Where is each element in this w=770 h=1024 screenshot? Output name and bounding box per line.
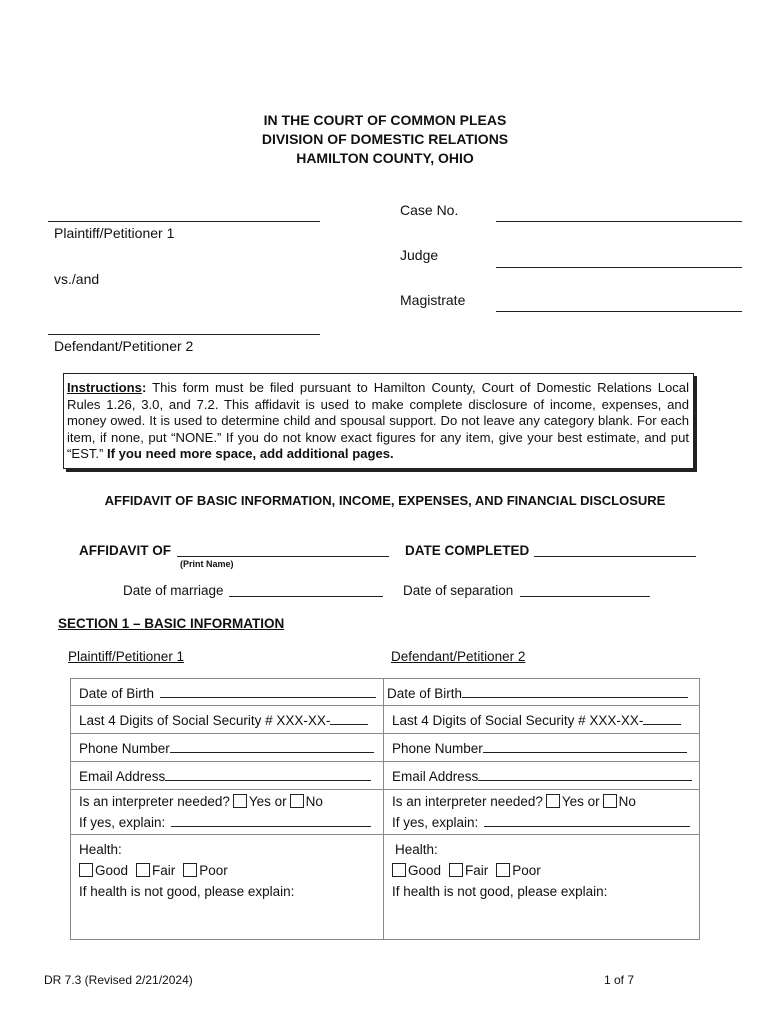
p2-health-label: Health: [395, 842, 438, 857]
p1-dob-cell [71, 679, 384, 706]
p2-phone-cell [384, 734, 700, 762]
plaintiff-label: Plaintiff/Petitioner 1 [54, 225, 175, 241]
p1-health-label: Health: [79, 842, 122, 857]
p1-no-label: No [305, 794, 323, 809]
p1-health-explain-label: If health is not good, please explain: [79, 884, 295, 899]
table-row [71, 679, 700, 706]
p2-health-poor-checkbox[interactable] [496, 863, 510, 877]
p1-ssn-cell [71, 706, 384, 734]
p2-dob-label: Date of Birth [387, 685, 463, 701]
col2-heading: Defendant/Petitioner 2 [391, 649, 526, 664]
basic-info-table [70, 678, 700, 940]
p2-ssn-field[interactable] [643, 711, 681, 725]
p1-email-field[interactable] [165, 767, 371, 781]
p1-fair-label: Fair [152, 863, 176, 878]
table-row [71, 790, 700, 835]
affidavit-name-line[interactable] [177, 556, 389, 557]
section1-title: SECTION 1 – BASIC INFORMATION [58, 616, 285, 631]
p1-health-fair-checkbox[interactable] [136, 863, 150, 877]
p2-if-yes-field[interactable] [484, 813, 690, 827]
judge-label: Judge [400, 247, 439, 263]
date-of-marriage-label: Date of marriage [123, 583, 224, 598]
p2-email-field[interactable] [478, 767, 692, 781]
p2-if-yes-label: If yes, explain: [392, 815, 479, 830]
defendant-label: Defendant/Petitioner 2 [54, 338, 194, 354]
case-no-label: Case No. [400, 202, 459, 218]
p1-poor-label: Poor [199, 863, 228, 878]
date-completed-label: DATE COMPLETED [405, 543, 530, 558]
p1-good-label: Good [95, 863, 129, 878]
p1-if-yes-field[interactable] [171, 813, 371, 827]
date-of-separation-line[interactable] [520, 596, 650, 597]
p2-dob-field[interactable] [462, 684, 688, 698]
table-row [71, 835, 700, 940]
p1-interpreter-no-checkbox[interactable] [290, 794, 304, 808]
p1-dob-label: Date of Birth [79, 685, 155, 701]
p1-interpreter-yes-checkbox[interactable] [233, 794, 247, 808]
p2-dob-cell [384, 679, 700, 706]
p1-phone-field[interactable] [170, 739, 374, 753]
p1-if-yes-label: If yes, explain: [79, 815, 166, 830]
p2-ssn-label: Last 4 Digits of Social Security # XXX-XX- [392, 713, 644, 728]
p1-phone-cell [71, 734, 384, 762]
court-name: IN THE COURT OF COMMON PLEAS [263, 112, 507, 128]
judge-line[interactable] [496, 267, 742, 268]
p2-interpreter-no-checkbox[interactable] [603, 794, 617, 808]
vs-label: vs./and [54, 271, 100, 287]
col1-heading: Plaintiff/Petitioner 1 [68, 649, 185, 664]
instructions-bold-tail: If you need more space, add additional pages. [107, 446, 394, 462]
date-of-marriage-line[interactable] [229, 596, 383, 597]
p2-no-label: No [618, 794, 636, 809]
p2-yes-or-label: Yes or [561, 794, 600, 809]
p2-email-cell [384, 762, 700, 790]
p1-email-label: Email Address [79, 769, 166, 784]
p1-health-poor-checkbox[interactable] [183, 863, 197, 877]
date-completed-line[interactable] [534, 556, 696, 557]
p2-fair-label: Fair [465, 863, 489, 878]
p1-health-cell [71, 835, 384, 940]
table-row [71, 734, 700, 762]
p2-ssn-cell [384, 706, 700, 734]
p1-ssn-label: Last 4 Digits of Social Security # XXX-XX- [79, 713, 331, 728]
p1-interpreter-cell [71, 790, 384, 835]
instructions-box [63, 373, 694, 469]
p1-phone-label: Phone Number [79, 741, 170, 756]
p2-phone-label: Phone Number [392, 741, 483, 756]
p2-interpreter-label: Is an interpreter needed? [392, 794, 543, 809]
p1-ssn-field[interactable] [330, 711, 368, 725]
plaintiff-name-line[interactable] [48, 221, 320, 222]
instructions-colon: : [141, 380, 147, 395]
p2-email-label: Email Address [392, 769, 479, 784]
p2-interpreter-cell [384, 790, 700, 835]
p2-health-explain-label: If health is not good, please explain: [392, 884, 608, 899]
court-county: HAMILTON COUNTY, OHIO [296, 150, 474, 166]
p2-good-label: Good [408, 863, 442, 878]
date-of-separation-label: Date of separation [403, 583, 514, 598]
p2-health-fair-checkbox[interactable] [449, 863, 463, 877]
p1-yes-or-label: Yes or [248, 794, 287, 809]
defendant-name-line[interactable] [48, 334, 320, 335]
case-no-line[interactable] [496, 221, 742, 222]
form-id: DR 7.3 (Revised 2/21/2024) [44, 973, 193, 987]
p1-interpreter-label: Is an interpreter needed? [79, 794, 230, 809]
p2-phone-field[interactable] [483, 739, 687, 753]
affidavit-of-label: AFFIDAVIT OF [79, 543, 171, 558]
instructions-lead: Instructions [67, 380, 142, 395]
magistrate-line[interactable] [496, 311, 742, 312]
instructions-body: This form must be filed pursuant to Hamilton County, Court of Domestic Relations Local Rules 1.26, 3.0, and 7.2. This affidavit is used to make complete disclosure of income, expenses, and money owed. It is used to determine child and spousal support. Do not leave any category blank. For each item, if none, put “NONE.” If you do not know exact figures for any item, give your best estimate, and put “EST.” [67, 380, 689, 462]
p2-health-cell [384, 835, 700, 940]
magistrate-label: Magistrate [400, 292, 466, 308]
p2-poor-label: Poor [512, 863, 541, 878]
p1-email-cell [71, 762, 384, 790]
p1-dob-field[interactable] [160, 684, 376, 698]
print-name-hint: (Print Name) [180, 559, 234, 569]
table-row [71, 762, 700, 790]
court-division: DIVISION OF DOMESTIC RELATIONS [261, 131, 509, 147]
table-row [71, 706, 700, 734]
p2-health-good-checkbox[interactable] [392, 863, 406, 877]
form-title: AFFIDAVIT OF BASIC INFORMATION, INCOME, EXPENSES, AND FINANCIAL DISCLOSURE [104, 493, 666, 508]
p2-interpreter-yes-checkbox[interactable] [546, 794, 560, 808]
page-number: 1 of 7 [604, 973, 635, 987]
p1-health-good-checkbox[interactable] [79, 863, 93, 877]
